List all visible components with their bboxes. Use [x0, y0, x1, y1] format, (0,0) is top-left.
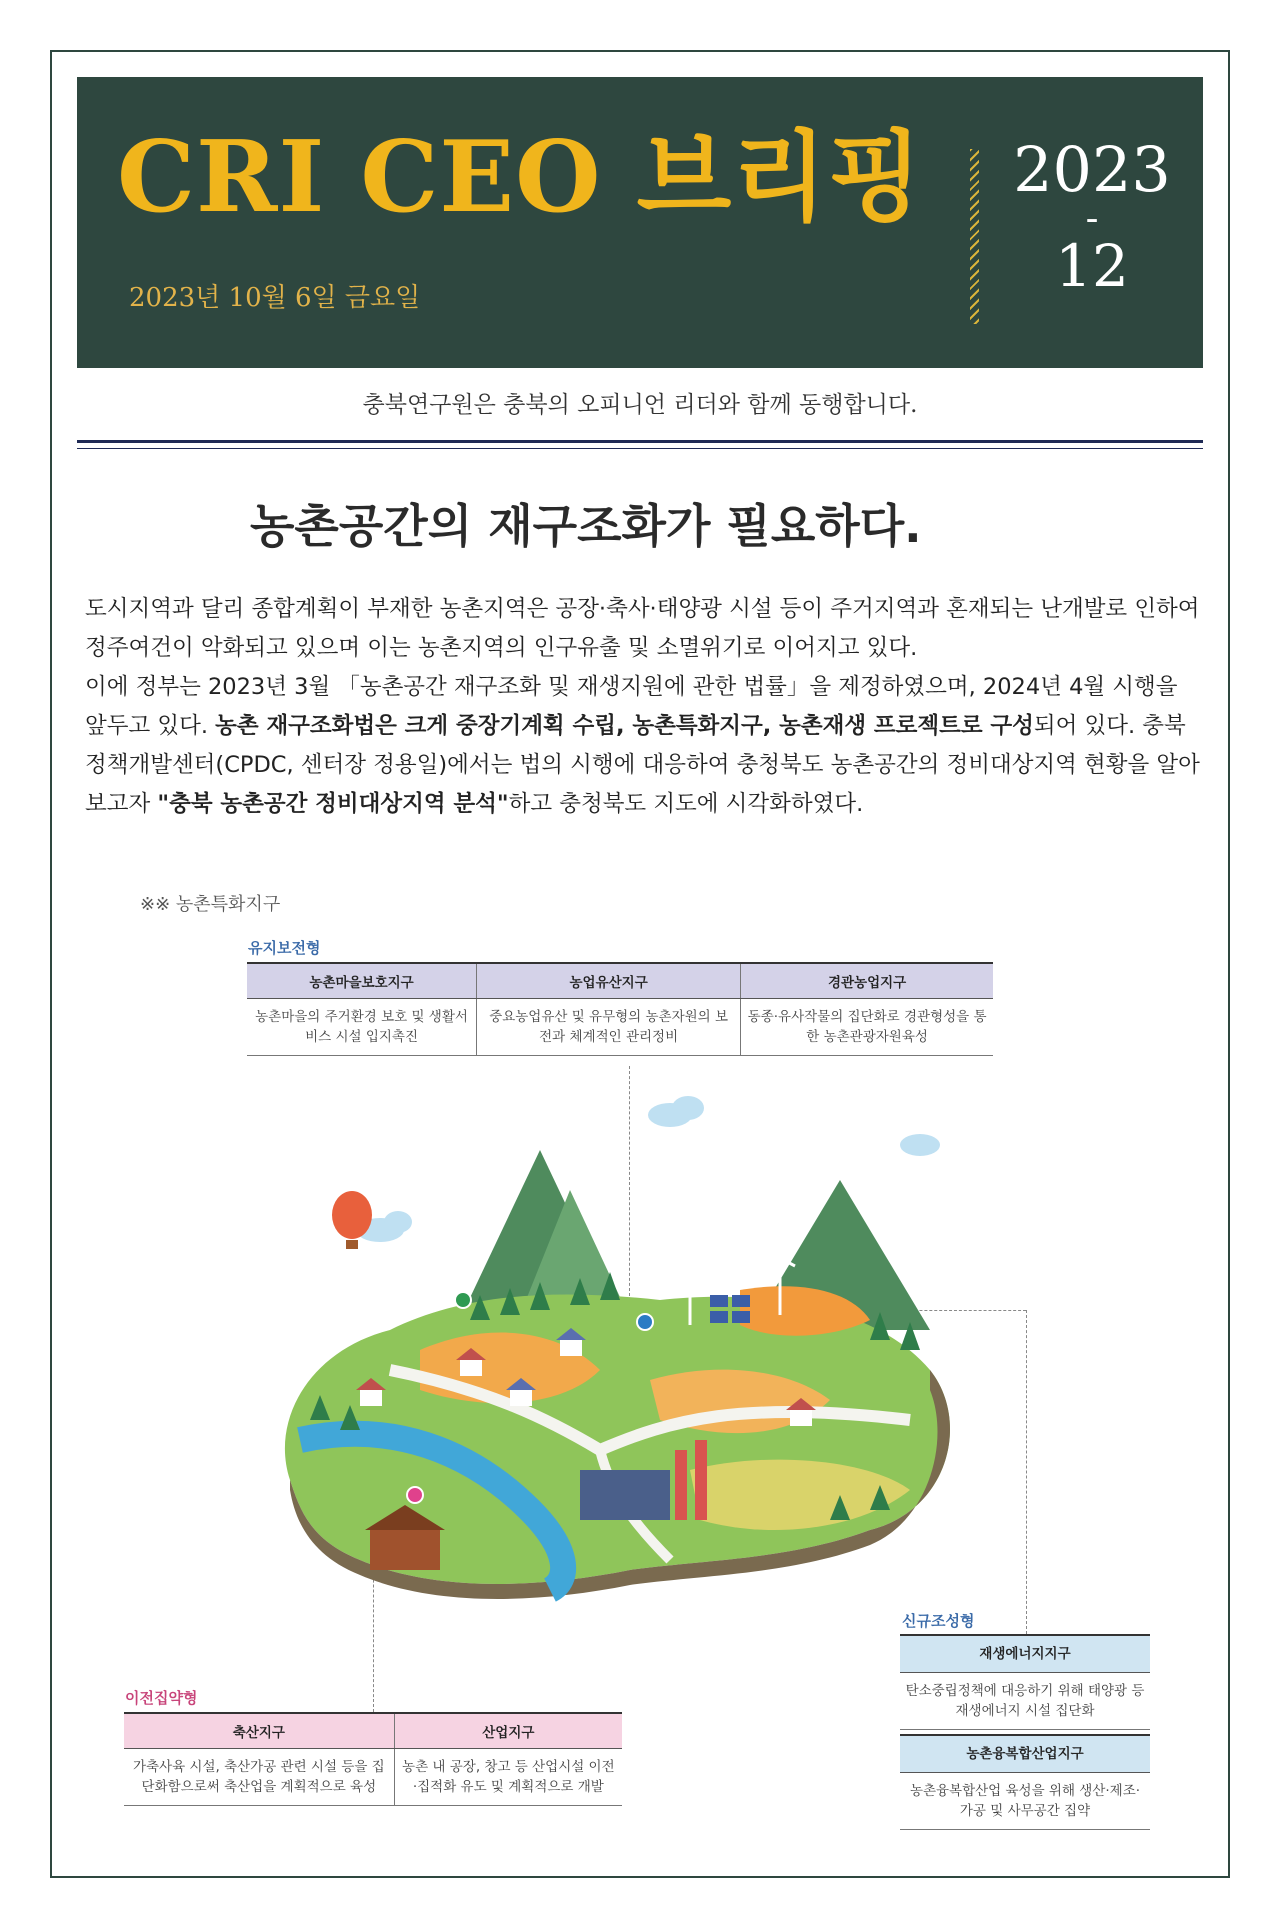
- paragraph-2: [85, 668, 1205, 824]
- paragraph-1: 도시지역과 달리 종합계획이 부재한 농촌지역은 공장·축사·태양광 시설 등이 주거지역과 혼재되는 난개발로 인하여 정주여건이 악화되고 있으며 이는 농촌지역의 인구유출 및 소멸위기로 이어지고 있다.: [85, 596, 1200, 661]
- new-group-label: 신규조성형: [902, 1612, 975, 1630]
- figure-note: ※※ 농촌특화지구: [140, 894, 281, 915]
- marker-livestock: [407, 1487, 423, 1503]
- new-zone-convergence: [900, 1734, 1150, 1830]
- issue-number-block: [1007, 133, 1177, 300]
- rural-village-illustration: [270, 1090, 970, 1620]
- tagline: 충북연구원은 충북의 오피니언 리더와 함께 동행합니다.: [362, 392, 918, 418]
- relocate-group-label: 이전집약형: [125, 1689, 198, 1707]
- leader-line-energy-v: [1026, 1310, 1027, 1634]
- zone-desc: 농촌마을의 주거환경 보호 및 생활서비스 시설 입지촉진: [247, 999, 477, 1056]
- issue-date: 2023년 10월 6일 금요일: [129, 283, 421, 313]
- preserve-group-label: 유지보전형: [248, 939, 321, 957]
- zone-desc: 가축사육 시설, 축산가공 관련 시설 등을 집단화함으로써 축산업을 계획적으로 육성: [124, 1749, 394, 1806]
- header-banner: [77, 77, 1203, 368]
- issue-dash: -: [1085, 196, 1099, 240]
- paragraph-2-bold-b: "충북 농촌공간 정비대상지역 분석": [157, 791, 509, 817]
- divider-thick: [77, 440, 1203, 443]
- zone-header: 농촌융복합산업지구: [900, 1734, 1150, 1773]
- article-body: [85, 590, 1205, 824]
- paragraph-2-text-a: 이에 정부는 2023년 3월 「농촌공간 재구조화 및 재생지원에 관한 법률」을 제정하였으며, 2024년 4월 시행을 앞두고 있다.: [85, 674, 1178, 739]
- article-headline: 농촌공간의 재구조화가 필요하다.: [250, 499, 922, 553]
- preserve-zone-table: [247, 962, 993, 1056]
- paragraph-2-text-b: 되어 있다. 충북정책개발센터(CPDC, 센터장 정용일)에서는 법의 시행에 대응하여 충청북도 농촌공간의 정비대상지역 현황을 알아보고자: [85, 713, 1200, 817]
- zone-desc: 농촌융복합산업 육성을 위해 생산·제조·가공 및 사무공간 집약: [900, 1773, 1150, 1830]
- zone-desc: 중요농업유산 및 유무형의 농촌자원의 보전과 체계적인 관리정비: [477, 999, 741, 1056]
- issue-number: 12: [1055, 232, 1129, 300]
- marker-energy: [637, 1314, 653, 1330]
- zone-desc: 농촌 내 공장, 창고 등 산업시설 이전·집적화 유도 및 계획적으로 개발: [394, 1749, 622, 1806]
- zone-header: 농촌마을보호지구: [247, 963, 477, 999]
- zone-header: 농업유산지구: [477, 963, 741, 999]
- banner-separator: [970, 149, 979, 324]
- newsletter-title: CRI CEO 브리핑: [117, 120, 924, 235]
- issue-year: 2023: [1013, 133, 1171, 206]
- new-zone-renewable: [900, 1634, 1150, 1730]
- zone-header: 산업지구: [394, 1713, 622, 1749]
- divider-thin: [77, 448, 1203, 449]
- hot-air-balloon-icon: [332, 1191, 372, 1249]
- zone-header: 축산지구: [124, 1713, 394, 1749]
- zone-desc: 동종·유사작물의 집단화로 경관형성을 통한 농촌관광자원육성: [741, 999, 993, 1056]
- zone-header: 경관농업지구: [741, 963, 993, 999]
- paragraph-2-text-c: 하고 충청북도 지도에 시각화하였다.: [508, 791, 864, 817]
- paragraph-2-bold-a: 농촌 재구조화법은 크게 중장기계획 수립, 농촌특화지구, 농촌재생 프로젝트로 구성: [215, 713, 1034, 739]
- zone-desc: 탄소중립정책에 대응하기 위해 태양광 등 재생에너지 시설 집단화: [900, 1673, 1150, 1730]
- relocate-zone-table: [124, 1712, 622, 1806]
- zone-header: 재생에너지지구: [900, 1634, 1150, 1673]
- marker-village: [455, 1292, 471, 1308]
